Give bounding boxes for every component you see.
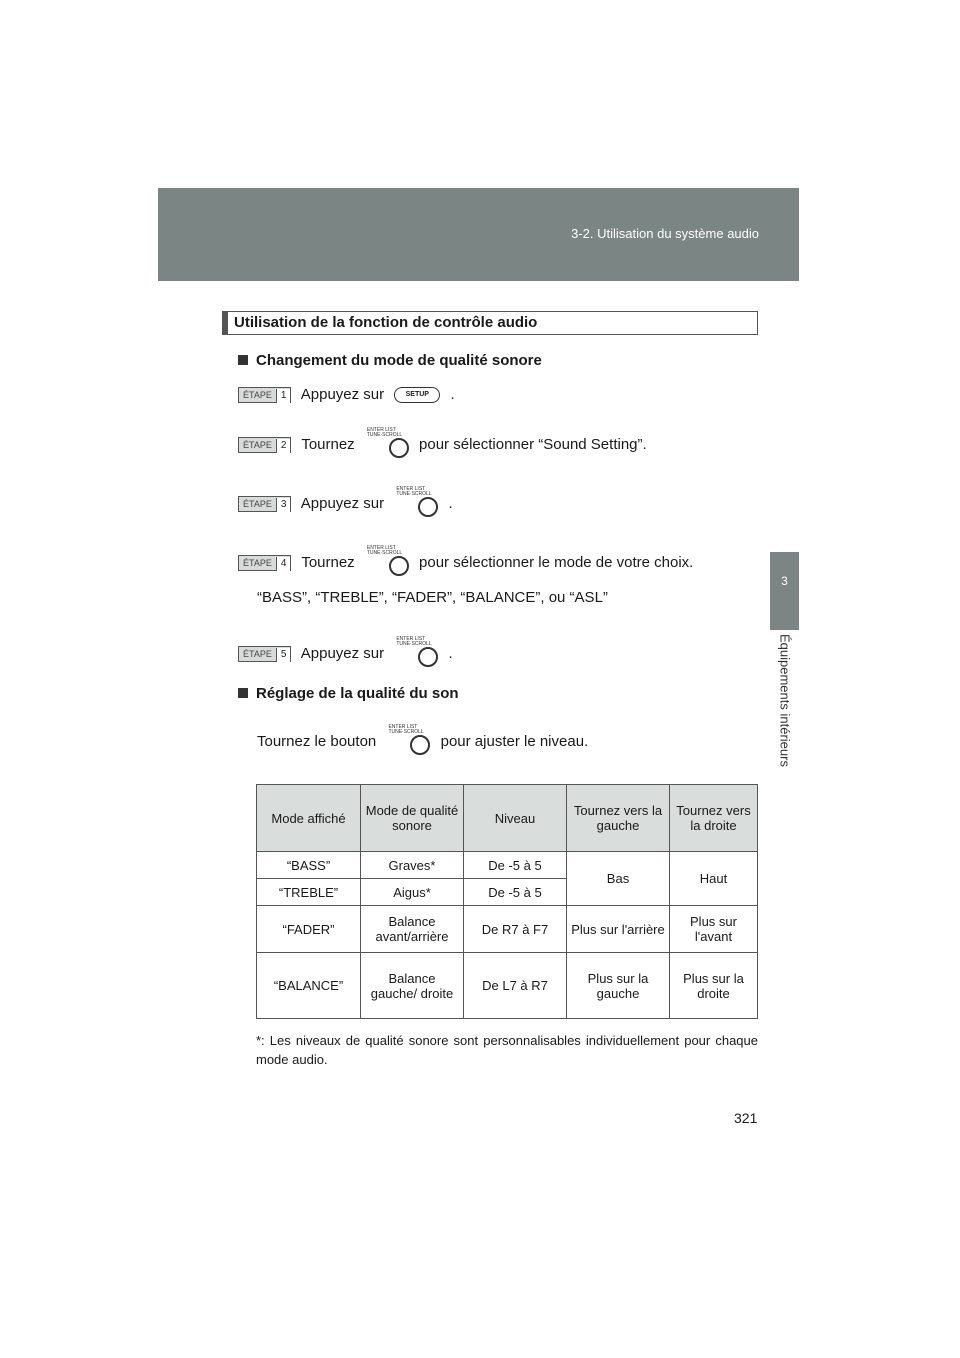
table-header-row bbox=[257, 785, 758, 852]
step-4 bbox=[238, 545, 694, 576]
table-cell: Balance avant/arrière bbox=[361, 906, 464, 953]
table-row bbox=[257, 953, 758, 1019]
table-cell: De R7 à F7 bbox=[464, 906, 567, 953]
table-cell: De -5 à 5 bbox=[464, 852, 567, 879]
table-cell: “BALANCE” bbox=[257, 953, 361, 1019]
page-number: 321 bbox=[734, 1110, 758, 1126]
table-cell: Aigus* bbox=[361, 879, 464, 906]
table-cell: “TREBLE” bbox=[257, 879, 361, 906]
chapter-title: 3-2. Utilisation du système audio bbox=[571, 226, 759, 241]
step-3-pre: Appuyez sur bbox=[300, 494, 385, 512]
table-row bbox=[257, 906, 758, 953]
section-title: Utilisation de la fonction de contrôle audio bbox=[222, 311, 758, 335]
adjust-line-post: pour ajuster le niveau. bbox=[440, 732, 589, 750]
table-cell: Plus sur la droite bbox=[670, 953, 758, 1019]
table-cell: Plus sur l'arrière bbox=[567, 906, 670, 953]
table-header: Mode de qualité sonore bbox=[361, 785, 464, 852]
step-3-post: . bbox=[448, 494, 453, 512]
table-cell: Bas bbox=[567, 852, 670, 906]
step-1-pre: Appuyez sur bbox=[300, 386, 385, 403]
step-badge: ÉTAPE 4 bbox=[238, 555, 291, 571]
step-badge: ÉTAPE 3 bbox=[238, 496, 291, 512]
adjust-line bbox=[257, 724, 589, 755]
subhead-mode bbox=[238, 352, 542, 369]
square-bullet-icon bbox=[238, 355, 248, 365]
step-5 bbox=[238, 636, 453, 667]
chapter-side-label bbox=[770, 630, 799, 790]
subhead-adjust bbox=[238, 685, 459, 702]
setup-button-icon: SETUP bbox=[394, 387, 440, 403]
table-cell: “BASS” bbox=[257, 852, 361, 879]
table-cell: “FADER” bbox=[257, 906, 361, 953]
step-4-post: pour sélectionner le mode de votre choix. bbox=[419, 553, 694, 571]
step-5-post: . bbox=[448, 644, 453, 662]
tune-knob-icon: ENTER LIST TUNE·SCROLL bbox=[384, 729, 432, 755]
subhead-adjust-text: Réglage de la qualité du son bbox=[256, 685, 459, 702]
tune-knob-icon: ENTER LIST TUNE·SCROLL bbox=[363, 550, 411, 576]
step-badge: ÉTAPE 5 bbox=[238, 646, 291, 662]
table-footnote: *: Les niveaux de qualité sonore sont personnalisables individuellement pour chaque mode audio. bbox=[256, 1033, 758, 1067]
step-2-pre: Tournez bbox=[301, 435, 355, 453]
step-3 bbox=[238, 486, 453, 517]
table-cell: Plus sur l'avant bbox=[670, 906, 758, 953]
table-row bbox=[257, 852, 758, 879]
step-2-post: pour sélectionner “Sound Setting”. bbox=[419, 435, 647, 453]
table-cell: De -5 à 5 bbox=[464, 879, 567, 906]
chapter-side-label-text: Équipements intérieurs bbox=[777, 634, 793, 767]
audio-settings-table bbox=[256, 784, 758, 1019]
step-1 bbox=[238, 386, 455, 403]
tune-knob-icon: ENTER LIST TUNE·SCROLL bbox=[392, 641, 440, 667]
subhead-mode-text: Changement du mode de qualité sonore bbox=[256, 352, 542, 369]
table-header: Tournez vers la gauche bbox=[567, 785, 670, 852]
step-badge: ÉTAPE 2 bbox=[238, 437, 291, 453]
modes-line: “BASS”, “TREBLE”, “FADER”, “BALANCE”, ou “ASL” bbox=[257, 589, 608, 606]
tune-knob-icon: ENTER LIST TUNE·SCROLL bbox=[363, 432, 411, 458]
chapter-header-band bbox=[158, 188, 799, 281]
table-header: Mode affiché bbox=[257, 785, 361, 852]
table-cell: Plus sur la gauche bbox=[567, 953, 670, 1019]
table-header: Niveau bbox=[464, 785, 567, 852]
step-5-pre: Appuyez sur bbox=[300, 644, 385, 662]
step-badge: ÉTAPE 1 bbox=[238, 387, 291, 403]
step-2 bbox=[238, 427, 647, 458]
table-cell: Graves* bbox=[361, 852, 464, 879]
table-header: Tournez vers la droite bbox=[670, 785, 758, 852]
square-bullet-icon bbox=[238, 688, 248, 698]
step-1-post: . bbox=[450, 386, 455, 403]
table-cell: De L7 à R7 bbox=[464, 953, 567, 1019]
table-cell: Balance gauche/ droite bbox=[361, 953, 464, 1019]
step-4-pre: Tournez bbox=[301, 553, 355, 571]
adjust-line-pre: Tournez le bouton bbox=[257, 732, 377, 750]
tune-knob-icon: ENTER LIST TUNE·SCROLL bbox=[392, 491, 440, 517]
chapter-number: 3 bbox=[781, 574, 788, 588]
table-cell: Haut bbox=[670, 852, 758, 906]
